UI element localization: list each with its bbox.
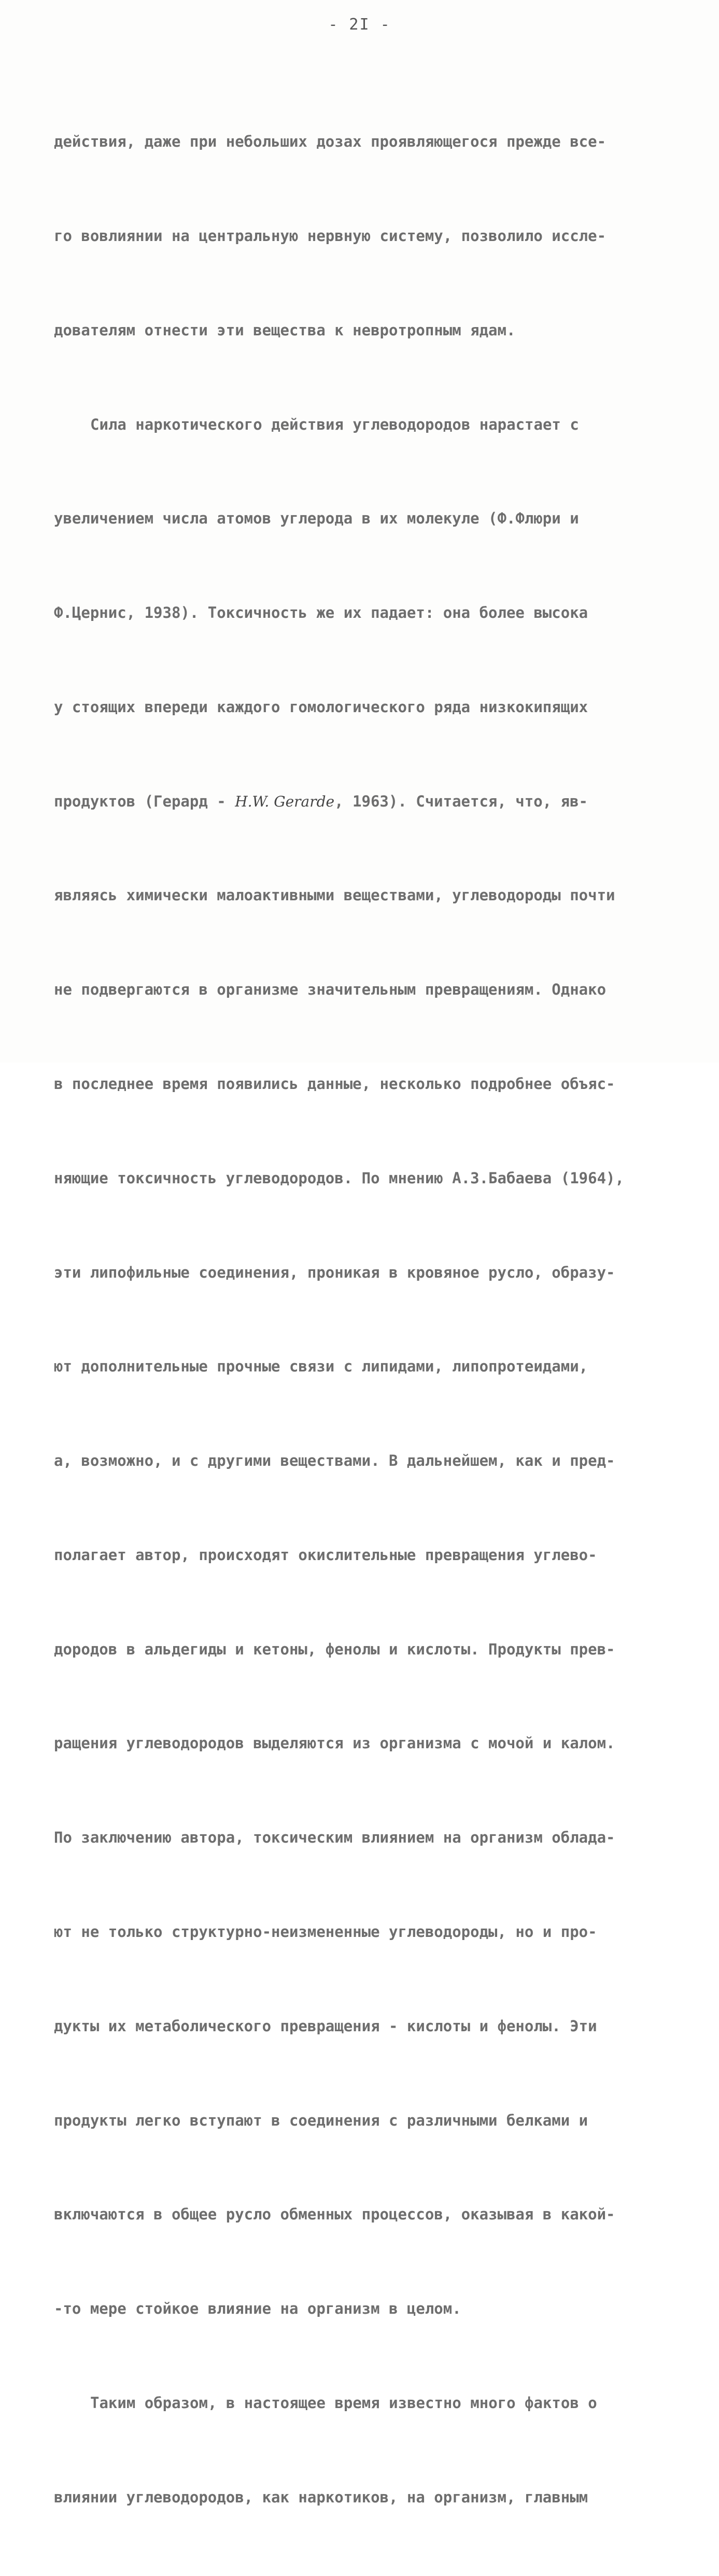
page-number: - 2I - — [328, 16, 391, 34]
handwritten-author-name: H.W. Gerarde — [235, 792, 335, 810]
text-line: включаются в общее русло обменных процессов, оказывая в какой- — [54, 2205, 615, 2224]
text-line: няющие токсичность углеводородов. По мнению А.З.Бабаева (1964), — [54, 1169, 624, 1187]
text-line: дукты их метаболического превращения - кислоты и фенолы. Эти — [54, 2017, 597, 2035]
paragraph-start-line: Таким образом, в настоящее время известно много фактов о — [90, 2394, 597, 2412]
text-line: ют дополнительные прочные связи с липидами, липопротеидами, — [54, 1357, 588, 1376]
text-line: являясь химически малоактивными веществами, углеводороды почти — [54, 886, 615, 904]
text-line: ют не только структурно-неизмененные углеводороды, но и про- — [54, 1923, 597, 1941]
text-line: в последнее время появились данные, несколько подробнее объяс- — [54, 1075, 615, 1093]
paragraph-start-line: Сила наркотического действия углеводородов нарастает с — [90, 415, 579, 433]
text-line: -то мере стойкое влияние на организм в целом. — [54, 2300, 461, 2318]
text-line-with-citation — [54, 786, 673, 817]
text-line: а, возможно, и с другими веществами. В дальнейшем, как и пред- — [54, 1452, 615, 1470]
text-line: дователям отнести эти вещества к невротропным ядам. — [54, 321, 516, 339]
text-line: эти липофильные соединения, проникая в кровяное русло, образу- — [54, 1263, 615, 1281]
text-line: По заключению автора, токсическим влиянием на организм облада- — [54, 1829, 615, 1847]
text-line: действия, даже при небольших дозах проявляющегося прежде все- — [54, 133, 607, 151]
body-text — [54, 63, 673, 2576]
citation-tail: , 1963). Считается, что, яв- — [334, 792, 588, 810]
text-line: у стоящих впереди каждого гомологического ряда низкокипящих — [54, 698, 588, 716]
text-line: увеличением числа атомов углерода в их молекуле (Ф.Флюри и — [54, 509, 579, 528]
text-line: го вовлиянии на центральную нервную систему, позволило иссле- — [54, 227, 607, 245]
citation-lead: продуктов (Герард - — [54, 792, 226, 810]
text-line: Ф.Цернис, 1938). Токсичность же их падает: она более высока — [54, 604, 588, 622]
text-line: продукты легко вступают в соединения с различными белками и — [54, 2111, 588, 2129]
text-line: ращения углеводородов выделяются из организма с мочой и калом. — [54, 1734, 615, 1752]
text-line: не подвергаются в организме значительным превращениям. Однако — [54, 981, 607, 999]
text-line: дородов в альдегиды и кетоны, фенолы и кислоты. Продукты прев- — [54, 1640, 615, 1658]
text-line: полагает автор, происходят окислительные превращения углево- — [54, 1546, 597, 1564]
text-line: влиянии углеводородов, как наркотиков, на организм, главным — [54, 2488, 588, 2506]
